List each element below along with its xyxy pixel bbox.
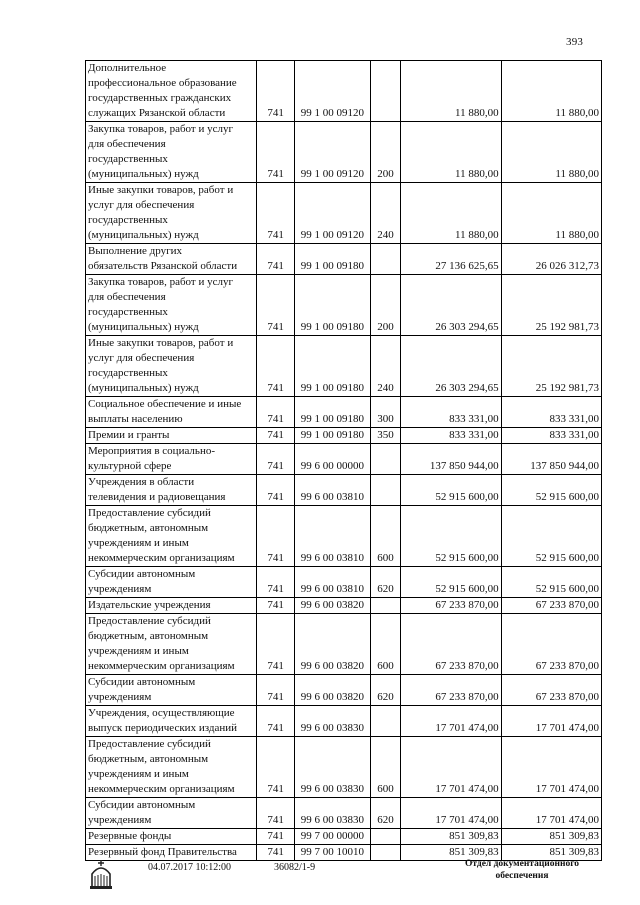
row-amount-1: 833 331,00 [401,428,501,444]
row-ved-code: 741 [257,567,295,598]
row-expense-type: 350 [370,428,400,444]
row-ved-code: 741 [257,428,295,444]
row-target-article: 99 6 00 03820 [294,598,370,614]
row-amount-2: 67 233 870,00 [501,614,601,675]
row-ved-code: 741 [257,845,295,861]
row-amount-1: 17 701 474,00 [401,706,501,737]
row-ved-code: 741 [257,397,295,428]
table-row [86,336,602,397]
row-amount-1: 26 303 294,65 [401,275,501,336]
table-row [86,183,602,244]
budget-table [85,60,602,861]
row-name: Субсидии автономным учреждениям [86,567,257,598]
row-name: Мероприятия в социально- культурной сфере [86,444,257,475]
table-row [86,444,602,475]
row-expense-type: 620 [370,798,400,829]
row-ved-code: 741 [257,61,295,122]
row-expense-type: 240 [370,336,400,397]
row-amount-1: 833 331,00 [401,397,501,428]
row-amount-2: 17 701 474,00 [501,737,601,798]
table-row [86,397,602,428]
row-ved-code: 741 [257,737,295,798]
row-ved-code: 741 [257,183,295,244]
table-row [86,829,602,845]
row-target-article: 99 7 00 00000 [294,829,370,845]
row-target-article: 99 1 00 09180 [294,336,370,397]
row-name: Премии и гранты [86,428,257,444]
row-ved-code: 741 [257,706,295,737]
row-expense-type [370,829,400,845]
row-amount-1: 52 915 600,00 [401,567,501,598]
row-amount-1: 11 880,00 [401,61,501,122]
row-amount-2: 67 233 870,00 [501,598,601,614]
footer-department: Отдел документационного обеспечения [464,859,580,881]
row-amount-1: 851 309,83 [401,845,501,861]
footer-datetime: 04.07.2017 10:12:00 [148,862,232,873]
row-name: Закупка товаров, работ и услуг для обеспечения государственных (муниципальных) нужд [86,122,257,183]
table-row [86,506,602,567]
row-name: Выполнение других обязательств Рязанской области [86,244,257,275]
row-name: Резервные фонды [86,829,257,845]
row-expense-type: 240 [370,183,400,244]
row-expense-type: 200 [370,275,400,336]
page-footer [86,856,606,896]
row-target-article: 99 6 00 03820 [294,614,370,675]
row-ved-code: 741 [257,275,295,336]
table-row [86,275,602,336]
row-expense-type: 300 [370,397,400,428]
row-ved-code: 741 [257,244,295,275]
row-ved-code: 741 [257,475,295,506]
table-row [86,706,602,737]
row-amount-2: 52 915 600,00 [501,475,601,506]
row-ved-code: 741 [257,506,295,567]
table-row [86,61,602,122]
row-target-article: 99 1 00 09180 [294,244,370,275]
row-expense-type: 600 [370,737,400,798]
row-expense-type: 600 [370,614,400,675]
row-expense-type [370,444,400,475]
row-target-article: 99 6 00 03820 [294,675,370,706]
row-target-article: 99 6 00 03830 [294,706,370,737]
row-expense-type: 600 [370,506,400,567]
row-expense-type: 620 [370,675,400,706]
row-amount-2: 17 701 474,00 [501,706,601,737]
row-target-article: 99 7 00 10010 [294,845,370,861]
row-ved-code: 741 [257,598,295,614]
row-name: Субсидии автономным учреждениям [86,798,257,829]
row-name: Иные закупки товаров, работ и услуг для обеспечения государственных (муниципальных) нужд [86,336,257,397]
row-amount-1: 137 850 944,00 [401,444,501,475]
row-target-article: 99 1 00 09180 [294,275,370,336]
row-target-article: 99 1 00 09120 [294,122,370,183]
row-ved-code: 741 [257,122,295,183]
row-amount-2: 11 880,00 [501,122,601,183]
row-expense-type [370,61,400,122]
row-ved-code: 741 [257,798,295,829]
row-name: Резервный фонд Правительства [86,845,257,861]
row-ved-code: 741 [257,829,295,845]
table-row [86,244,602,275]
row-name: Предоставление субсидий бюджетным, автономным учреждениям и иным некоммерческим организациям [86,737,257,798]
footer-doc-number: 36082/1-9 [274,862,316,873]
table-row [86,737,602,798]
row-name: Предоставление субсидий бюджетным, автономным учреждениям и иным некоммерческим организациям [86,614,257,675]
row-expense-type [370,475,400,506]
row-amount-2: 52 915 600,00 [501,506,601,567]
row-name: Учреждения, осуществляющие выпуск периодических изданий [86,706,257,737]
row-amount-1: 17 701 474,00 [401,737,501,798]
row-amount-2: 11 880,00 [501,61,601,122]
row-amount-2: 26 026 312,73 [501,244,601,275]
row-amount-2: 11 880,00 [501,183,601,244]
row-amount-2: 137 850 944,00 [501,444,601,475]
table-row [86,475,602,506]
row-target-article: 99 6 00 03810 [294,567,370,598]
row-target-article: 99 1 00 09120 [294,61,370,122]
table-row [86,614,602,675]
row-amount-2: 25 192 981,73 [501,275,601,336]
row-expense-type [370,598,400,614]
row-name: Иные закупки товаров, работ и услуг для обеспечения государственных (муниципальных) нужд [86,183,257,244]
row-amount-2: 833 331,00 [501,397,601,428]
row-expense-type [370,244,400,275]
row-target-article: 99 6 00 03810 [294,475,370,506]
row-ved-code: 741 [257,675,295,706]
row-amount-1: 67 233 870,00 [401,614,501,675]
row-amount-2: 17 701 474,00 [501,798,601,829]
row-target-article: 99 6 00 03810 [294,506,370,567]
row-amount-2: 67 233 870,00 [501,675,601,706]
row-ved-code: 741 [257,614,295,675]
row-amount-1: 27 136 625,65 [401,244,501,275]
page-number: 393 [566,36,584,48]
row-name: Социальное обеспечение и иные выплаты населению [86,397,257,428]
row-ved-code: 741 [257,336,295,397]
row-target-article: 99 1 00 09180 [294,428,370,444]
table-row [86,798,602,829]
row-expense-type: 200 [370,122,400,183]
row-ved-code: 741 [257,444,295,475]
table-row [86,675,602,706]
budget-table-body [86,61,602,861]
row-name: Издательские учреждения [86,598,257,614]
row-amount-2: 851 309,83 [501,829,601,845]
row-target-article: 99 6 00 03830 [294,798,370,829]
row-amount-1: 67 233 870,00 [401,675,501,706]
row-name: Предоставление субсидий бюджетным, автономным учреждениям и иным некоммерческим организациям [86,506,257,567]
row-amount-1: 851 309,83 [401,829,501,845]
row-name: Учреждения в области телевидения и радиовещания [86,475,257,506]
row-amount-1: 67 233 870,00 [401,598,501,614]
table-row [86,428,602,444]
row-amount-2: 833 331,00 [501,428,601,444]
row-amount-1: 52 915 600,00 [401,506,501,567]
row-expense-type [370,706,400,737]
row-amount-1: 26 303 294,65 [401,336,501,397]
row-amount-1: 11 880,00 [401,183,501,244]
duma-emblem-icon [86,856,116,892]
table-row [86,598,602,614]
row-amount-2: 851 309,83 [501,845,601,861]
table-row [86,122,602,183]
row-target-article: 99 1 00 09180 [294,397,370,428]
row-name: Закупка товаров, работ и услуг для обеспечения государственных (муниципальных) нужд [86,275,257,336]
row-target-article: 99 6 00 03830 [294,737,370,798]
row-target-article: 99 6 00 00000 [294,444,370,475]
table-row [86,567,602,598]
row-name: Субсидии автономным учреждениям [86,675,257,706]
row-amount-1: 11 880,00 [401,122,501,183]
row-amount-1: 52 915 600,00 [401,475,501,506]
row-amount-1: 17 701 474,00 [401,798,501,829]
row-amount-2: 52 915 600,00 [501,567,601,598]
row-name: Дополнительное профессиональное образование государственных гражданских служащих Рязанской области [86,61,257,122]
row-expense-type: 620 [370,567,400,598]
row-amount-2: 25 192 981,73 [501,336,601,397]
row-target-article: 99 1 00 09120 [294,183,370,244]
